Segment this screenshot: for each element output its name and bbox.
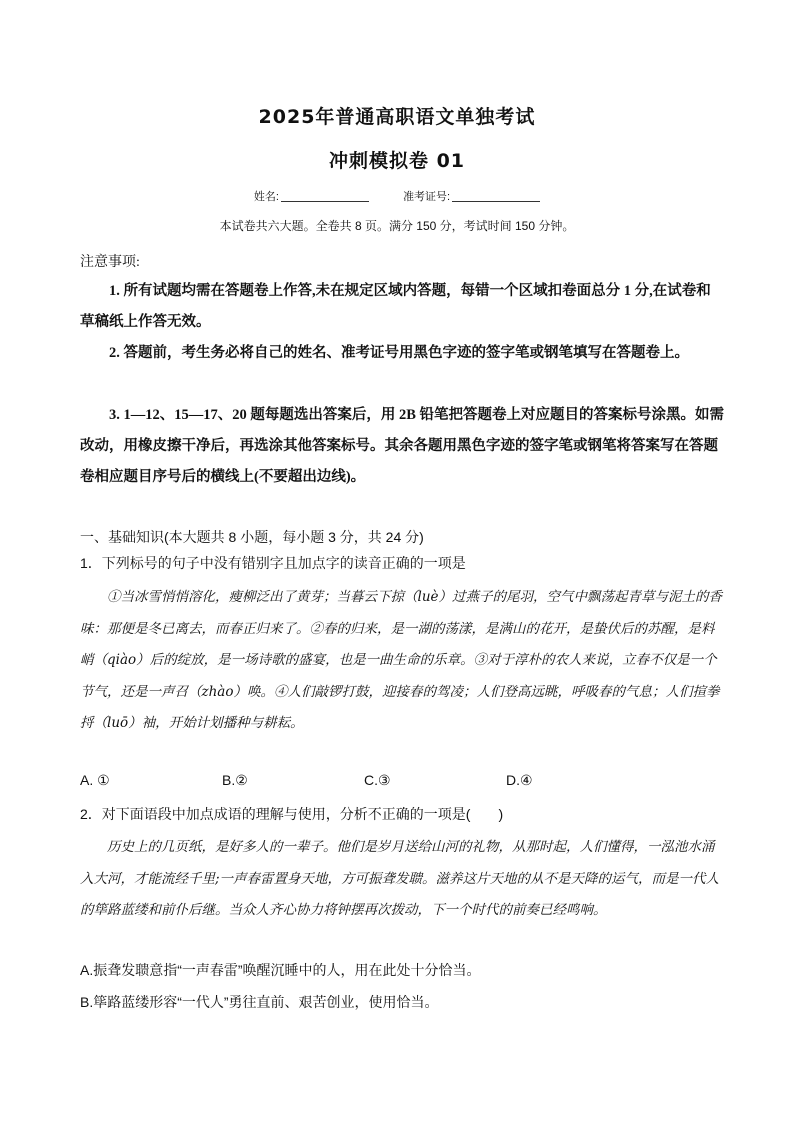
question-2-stem: 2．对下面语段中加点成语的理解与使用，分析不正确的一项是( ) <box>80 806 504 822</box>
option-c[interactable]: C.③ <box>364 772 391 788</box>
question-2-passage: 历史上的几页纸，是好多人的一辈子。他们是岁月送给山河的礼物，从那时起，人们懂得，一泓池水涌入大河，才能流经千里;一声春雷置身天地，方可振聋发聩。滋养这片天地的从不是天降的运气，而是一代人的筚路蓝缕和前仆后继。当众人齐心协力将钟摆再次拨动，下一个时代的前奏已经鸣响。 <box>80 839 720 918</box>
question-2-option-b[interactable]: B.筚路蓝缕形容“一代人”勇往直前、艰苦创业，使用恰当。 <box>80 994 439 1010</box>
candidate-info-row <box>0 188 794 204</box>
question-1-stem: 1．下列标号的句子中没有错别字且加点字的读音正确的一项是 <box>80 555 466 571</box>
exam-subtitle: 冲刺模拟卷 01 <box>328 150 466 172</box>
name-field <box>254 188 369 204</box>
option-a[interactable]: A. ① <box>80 772 110 788</box>
question-1-passage: ①当冰雪悄悄溶化，瘦柳泛出了黄芽；当暮云下掠（luè）过燕子的尾羽，空气中飘荡起青草与泥土的香味：那便是冬已离去，而春正归来了。②春的归来，是一湖的荡漾，是满山的花开，是蛰伏后的苏醒，是料峭（qiào）后的绽放，是一场诗歌的盛宴，也是一曲生命的乐章。③对于淳朴的农人来说，立春不仅是一个节气，还是一声召（zhào）唤。④人们敲锣打鼓，迎接春的驾凌；人们登高远眺，呼吸春的气息；人们揎拳捋（luō）袖，开始计划播种与耕耘。 <box>80 589 723 731</box>
name-label: 姓名: <box>253 191 279 203</box>
notice-item: 3. 1—12、15—17、20 题每题选出答案后，用 2B 铅笔把答题卷上对应题目的答案标号涂黑。如需改动，用橡皮擦干净后，再选涂其他答案标号。其余各题用黑色字迹的签字笔或钢笔将答案写在答题卷相应题目序号后的横线上(不要超出边线)。 <box>80 407 725 485</box>
exam-number-label: 准考证号: <box>403 191 451 203</box>
question-1-options <box>80 772 725 789</box>
exam-info: 本试卷共六大题。全卷共 8 页。满分 150 分，考试时间 150 分钟。 <box>219 219 575 233</box>
exam-number-field <box>403 188 540 204</box>
notice-item: 1. 所有试题均需在答题卷上作答,未在规定区域内答题，每错一个区域扣卷面总分 1 分,在试卷和草稿纸上作答无效。 <box>80 283 711 330</box>
name-blank <box>281 190 369 202</box>
notice-heading: 注意事项: <box>80 255 140 270</box>
exam-title: 2025年普通高职语文单独考试 <box>258 106 536 128</box>
section-heading: 一、基础知识(本大题共 8 小题，每小题 3 分，共 24 分) <box>80 529 424 545</box>
option-b[interactable]: B.② <box>222 772 248 788</box>
exam-number-blank <box>452 190 540 202</box>
option-d[interactable]: D.④ <box>506 772 533 788</box>
question-2-option-a[interactable]: A.振聋发聩意指“一声春雷”唤醒沉睡中的人，用在此处十分恰当。 <box>80 962 481 978</box>
notice-item: 2. 答题前，考生务必将自己的姓名、准考证号用黑色字迹的签字笔或钢笔填写在答题卷上。 <box>109 345 689 361</box>
